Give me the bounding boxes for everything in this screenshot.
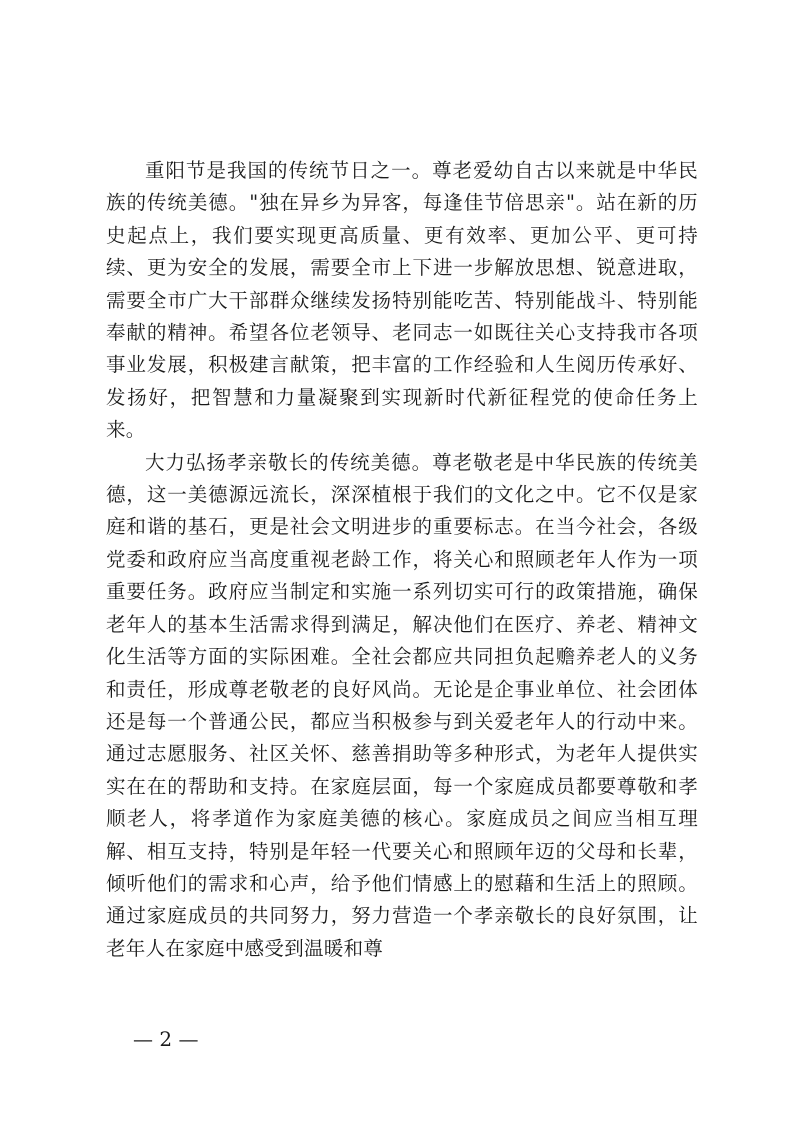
paragraph-2: 大力弘扬孝亲敬长的传统美德。尊老敬老是中华民族的传统美德，这一美德源远流长，深深植根于我们的文化之中。它不仅是家庭和谐的基石，更是社会文明进步的重要标志。在当今社会，各级党委和政府应当高度重视老龄工作，将关心和照顾老年人作为一项重要任务。政府应当制定和实施一系列切实可行的政策措施，确保老年人的基本生活需求得到满足，解决他们在医疗、养老、精神文化生活等方面的实际困难。全社会都应共同担负起赡养老人的义务和责任，形成尊老敬老的良好风尚。无论是企事业单位、社会团体还是每一个普通公民，都应当积极参与到关爱老年人的行动中来。通过志愿服务、社区关怀、慈善捐助等多种形式，为老年人提供实实在在的帮助和支持。在家庭层面，每一个家庭成员都要尊敬和孝顺老人，将孝道作为家庭美德的核心。家庭成员之间应当相互理解、相互支持，特别是年轻一代要关心和照顾年迈的父母和长辈，倾听他们的需求和心声，给予他们情感上的慰藉和生活上的照顾。通过家庭成员的共同努力，努力营造一个孝亲敬长的良好氛围，让老年人在家庭中感受到温暖和尊 (106, 450, 698, 960)
paragraph-1: 重阳节是我国的传统节日之一。尊老爱幼自古以来就是中华民族的传统美德。"独在异乡为异客，每逢佳节倍思亲"。站在新的历史起点上，我们要实现更高质量、更有效率、更加公平、更可持续、更为安全的发展，需要全市上下进一步解放思想、锐意进取，需要全市广大干部群众继续发扬特别能吃苦、特别能战斗、特别能奉献的精神。希望各位老领导、老同志一如既往关心支持我市各项事业发展，积极建言献策，把丰富的工作经验和人生阅历传承好、发扬好，把智慧和力量凝聚到实现新时代新征程党的使命任务上来。 (106, 159, 698, 442)
page-number: — 2 — (133, 1027, 199, 1051)
document-body (106, 155, 698, 965)
